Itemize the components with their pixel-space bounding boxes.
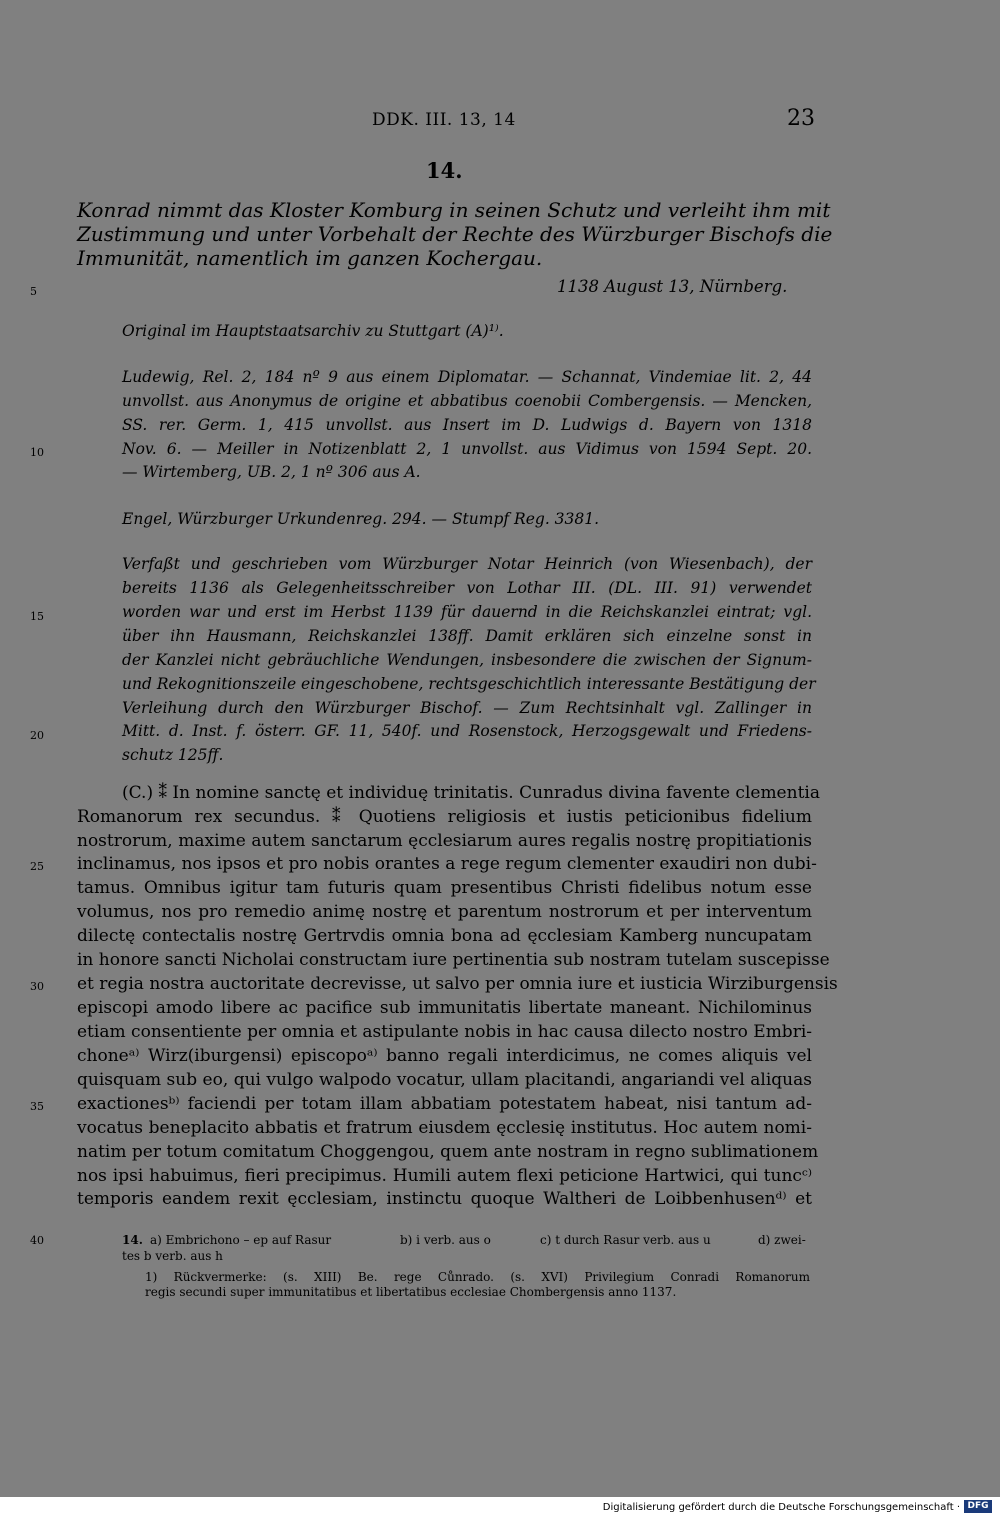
commentary-line-9: schutz 125ff. xyxy=(122,746,224,764)
text-line-2: Romanorum rex secundus. ⁑ Quotiens religiosis et iustis peticionibus fidelium xyxy=(77,807,812,827)
text-line-10: episcopi amodo libere ac pacifice sub immunitatis libertate maneant. Nichilominus xyxy=(77,998,812,1018)
text-line-11: etiam consentiente per omnia et astipulante nobis in hac causa dilecto nostro Embri- xyxy=(77,1022,812,1042)
document-number: 14. xyxy=(426,158,463,183)
line-number-25: 25 xyxy=(30,860,44,873)
running-title: DDK. III. 13, 14 xyxy=(372,110,516,130)
footnote-1-line-2: regis secundi super immunitatibus et libertatibus ecclesiae Chombergensis anno 1137. xyxy=(145,1285,677,1299)
text-line-13: quisquam sub eo, qui vulgo walpodo vocatur, ullam placitandi, angariandi vel aliquas xyxy=(77,1070,812,1090)
regest-line: Engel, Würzburger Urkundenreg. 294. — Stumpf Reg. 3381. xyxy=(122,510,600,528)
editions-line-4: Nov. 6. — Meiller in Notizenblatt 2, 1 unvollst. aus Vidimus von 1594 Sept. 20. xyxy=(122,440,812,458)
intro-line-3: Immunität, namentlich im ganzen Kochergau. xyxy=(77,246,543,270)
text-line-15: vocatus beneplacito abbatis et fratrum eiusdem ęcclesię institutus. Hoc autem nomi- xyxy=(77,1118,812,1138)
line-number-5: 5 xyxy=(30,285,37,298)
line-number-20: 20 xyxy=(30,729,44,742)
text-line-6: volumus, nos pro remedio animę nostrę et parentum nostrorum et per interventum xyxy=(77,902,812,922)
commentary-line-4: über ihn Hausmann, Reichskanzlei 138ff. Damit erklären sich einzelne sonst in xyxy=(122,627,812,645)
text-line-5: tamus. Omnibus igitur tam futuris quam presentibus Christi fidelibus notum esse xyxy=(77,878,812,898)
text-line-12: choneᵃ⁾ Wirz(iburgensi) episcopoᵃ⁾ banno regali interdicimus, ne comes aliquis vel xyxy=(77,1046,812,1066)
text-line-16: natim per totum comitatum Choggengou, quem ante nostram in regno sublimationem xyxy=(77,1142,819,1162)
footnote-1-line-1: 1) Rückvermerke: (s. XIII) Be. rege Cůnrado. (s. XVI) Privilegium Conradi Romanorum xyxy=(145,1270,810,1284)
commentary-line-3: worden war und erst im Herbst 1139 für dauernd in die Reichskanzlei eintrat; vgl. xyxy=(122,603,812,621)
dfg-logo: DFG xyxy=(964,1500,992,1513)
intro-line-1: Konrad nimmt das Kloster Komburg in seinen Schutz und verleiht ihm mit xyxy=(77,198,831,222)
footnote-doc-label: 14. xyxy=(122,1233,143,1247)
commentary-line-8: Mitt. d. Inst. f. österr. GF. 11, 540f. und Rosenstock, Herzogsgewalt und Friedens- xyxy=(122,722,812,740)
intro-line-2: Zustimmung und unter Vorbehalt der Rechte des Würzburger Bischofs die xyxy=(77,222,833,246)
line-number-15: 15 xyxy=(30,610,44,623)
editions-line-5: — Wirtemberg, UB. 2, 1 nº 306 aus A. xyxy=(122,463,421,481)
line-number-10: 10 xyxy=(30,446,44,459)
footnote-a: a) Embrichono – ep auf Rasur xyxy=(150,1233,332,1247)
credit-text: Digitalisierung gefördert durch die Deutsche Forschungsgemeinschaft · xyxy=(602,1502,960,1513)
editions-line-1: Ludewig, Rel. 2, 184 nº 9 aus einem Diplomatar. — Schannat, Vindemiae lit. 2, 44 xyxy=(122,368,812,386)
footnote-b: b) i verb. aus o xyxy=(400,1233,491,1247)
footnote-d: d) zwei- xyxy=(758,1233,806,1247)
text-line-14: exactionesᵇ⁾ faciendi per totam illam abbatiam potestatem habeat, nisi tantum ad- xyxy=(77,1094,812,1114)
text-line-4: inclinamus, nos ipsos et pro nobis orantes a rege regum clementer exaudiri non dubi- xyxy=(77,854,817,874)
footnote-c: c) t durch Rasur verb. aus u xyxy=(540,1233,711,1247)
text-line-1: (C.) ⁑ In nomine sanctę et individuę trinitatis. Cunradus divina favente clementia xyxy=(122,783,820,803)
text-line-17: nos ipsi habuimus, fieri precipimus. Humili autem flexi peticione Hartwici, qui tuncᶜ⁾ xyxy=(77,1166,812,1186)
text-line-7: dilectę contectalis nostrę Gertrvdis omnia bona ad ęcclesiam Kamberg nuncupatam xyxy=(77,926,812,946)
line-number-35: 35 xyxy=(30,1100,44,1113)
text-line-9: et regia nostra auctoritate decrevisse, ut salvo per omnia iure et iusticia Wirziburgensis xyxy=(77,974,838,994)
editions-line-3: SS. rer. Germ. 1, 415 unvollst. aus Insert im D. Ludwigs d. Bayern von 1318 xyxy=(122,416,812,434)
date-place: 1138 August 13, Nürnberg. xyxy=(557,277,788,296)
original-note: Original im Hauptstaatsarchiv zu Stuttgart (A)¹⁾. xyxy=(122,322,504,340)
commentary-line-1: Verfaßt und geschrieben vom Würzburger Notar Heinrich (von Wiesenbach), der xyxy=(122,555,812,573)
commentary-line-2: bereits 1136 als Gelegenheitsschreiber von Lothar III. (DL. III. 91) verwendet xyxy=(122,579,812,597)
page-number: 23 xyxy=(787,106,815,131)
text-line-3: nostrorum, maxime autem sanctarum ęcclesiarum aures regalis nostrę propitiationis xyxy=(77,831,812,851)
commentary-line-5: der Kanzlei nicht gebräuchliche Wendungen, insbesondere die zwischen der Signum- xyxy=(122,651,812,669)
commentary-line-7: Verleihung durch den Würzburger Bischof. — Zum Rechtsinhalt vgl. Zallinger in xyxy=(122,699,812,717)
text-line-8: in honore sancti Nicholai constructam iure pertinentia sub nostram tutelam suscepisse xyxy=(77,950,830,970)
line-number-30: 30 xyxy=(30,980,44,993)
editions-line-2: unvollst. aus Anonymus de origine et abbatibus coenobii Combergensis. — Mencken, xyxy=(122,392,812,410)
commentary-line-6: und Rekognitionszeile eingeschobene, rechtsgeschichtlich interessante Bestätigung der xyxy=(122,675,816,693)
footnote-d-cont: tes b verb. aus h xyxy=(122,1249,223,1263)
text-line-18: temporis eandem rexit ęcclesiam, instinctu quoque Waltheri de Loibbenhusenᵈ⁾ et xyxy=(77,1189,812,1209)
line-number-40: 40 xyxy=(30,1234,44,1247)
